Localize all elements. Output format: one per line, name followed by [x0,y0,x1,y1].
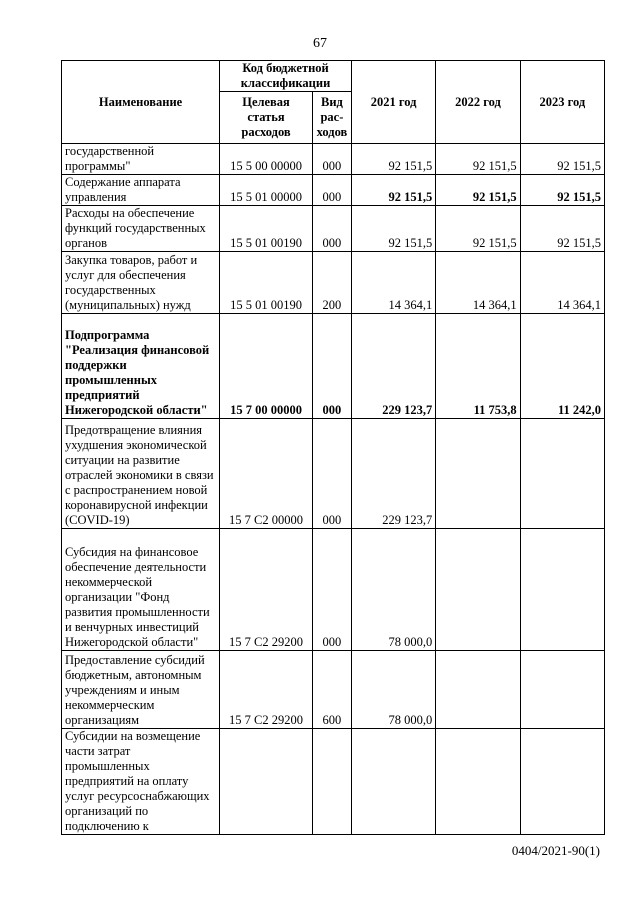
row-expense-kind: 600 [312,651,351,729]
row-value-2022 [436,729,520,835]
table-row [62,314,605,419]
row-name: Содержание аппарата управления [62,175,220,206]
row-value-2021: 14 364,1 [351,252,435,314]
row-name: Субсидии на возмещение части затрат промышленных предприятий на оплату услуг ресурсоснабжающих организаций по подключению к [62,729,220,835]
row-expense-kind: 000 [312,529,351,651]
row-target-code: 15 7 00 00000 [220,314,313,419]
header-expense-kind: Вид рас-ходов [312,92,351,144]
row-target-code: 15 5 01 00190 [220,252,313,314]
row-value-2023: 11 242,0 [520,314,604,419]
row-value-2023: 92 151,5 [520,206,604,252]
row-name: Расходы на обеспечение функций государственных органов [62,206,220,252]
table-row [62,206,605,252]
row-value-2023 [520,529,604,651]
row-value-2021: 78 000,0 [351,651,435,729]
row-target-code: 15 5 00 00000 [220,144,313,175]
row-value-2022: 11 753,8 [436,314,520,419]
row-name: Предоставление субсидий бюджетным, автономным учреждениям и иным некоммерческим организациям [62,651,220,729]
header-2022: 2022 год [436,61,520,144]
row-expense-kind: 000 [312,206,351,252]
table-row [62,729,605,835]
row-expense-kind: 200 [312,252,351,314]
row-value-2023: 92 151,5 [520,144,604,175]
row-name: Подпрограмма "Реализация финансовой поддержки промышленных предприятий Нижегородской области" [62,314,220,419]
row-expense-kind: 000 [312,314,351,419]
header-2023: 2023 год [520,61,604,144]
row-value-2022 [436,419,520,529]
table-row [62,419,605,529]
row-name: Субсидия на финансовое обеспечение деятельности некоммерческой организации "Фонд развития промышленности и венчурных инвестиций Нижегородской области" [62,529,220,651]
row-value-2022: 92 151,5 [436,206,520,252]
row-value-2021: 229 123,7 [351,314,435,419]
row-value-2022: 92 151,5 [436,144,520,175]
row-value-2022: 92 151,5 [436,175,520,206]
row-expense-kind [312,729,351,835]
row-target-code [220,729,313,835]
row-target-code: 15 7 C2 29200 [220,529,313,651]
row-value-2022 [436,529,520,651]
row-name: Закупка товаров, работ и услуг для обеспечения государственных (муниципальных) нужд [62,252,220,314]
table-row [62,651,605,729]
row-target-code: 15 5 01 00190 [220,206,313,252]
row-target-code: 15 5 01 00000 [220,175,313,206]
header-target-article: Целевая статья расходов [220,92,313,144]
row-value-2021 [351,729,435,835]
budget-table [61,60,605,835]
document-code: 0404/2021-90(1) [511,843,600,858]
row-name: Предотвращение влияния ухудшения экономической ситуации на развитие отраслей экономики в связи с распространением новой коронавирусной инфекции (COVID-19) [62,419,220,529]
row-value-2021: 78 000,0 [351,529,435,651]
row-value-2021: 229 123,7 [351,419,435,529]
row-target-code: 15 7 C2 00000 [220,419,313,529]
page-number: 67 [313,36,327,51]
table-row [62,529,605,651]
row-value-2022 [436,651,520,729]
row-value-2021: 92 151,5 [351,206,435,252]
row-name: государственной программы" [62,144,220,175]
row-value-2022: 14 364,1 [436,252,520,314]
row-value-2023: 14 364,1 [520,252,604,314]
row-target-code: 15 7 C2 29200 [220,651,313,729]
header-kbk: Код бюджетной классификации [220,61,352,92]
row-expense-kind: 000 [312,419,351,529]
row-value-2023: 92 151,5 [520,175,604,206]
row-value-2021: 92 151,5 [351,144,435,175]
table-row [62,252,605,314]
row-value-2023 [520,729,604,835]
row-expense-kind: 000 [312,175,351,206]
header-2021: 2021 год [351,61,435,144]
table-row [62,175,605,206]
row-value-2023 [520,419,604,529]
header-name: Наименование [62,61,220,144]
row-value-2021: 92 151,5 [351,175,435,206]
row-value-2023 [520,651,604,729]
table-row [62,144,605,175]
row-expense-kind: 000 [312,144,351,175]
